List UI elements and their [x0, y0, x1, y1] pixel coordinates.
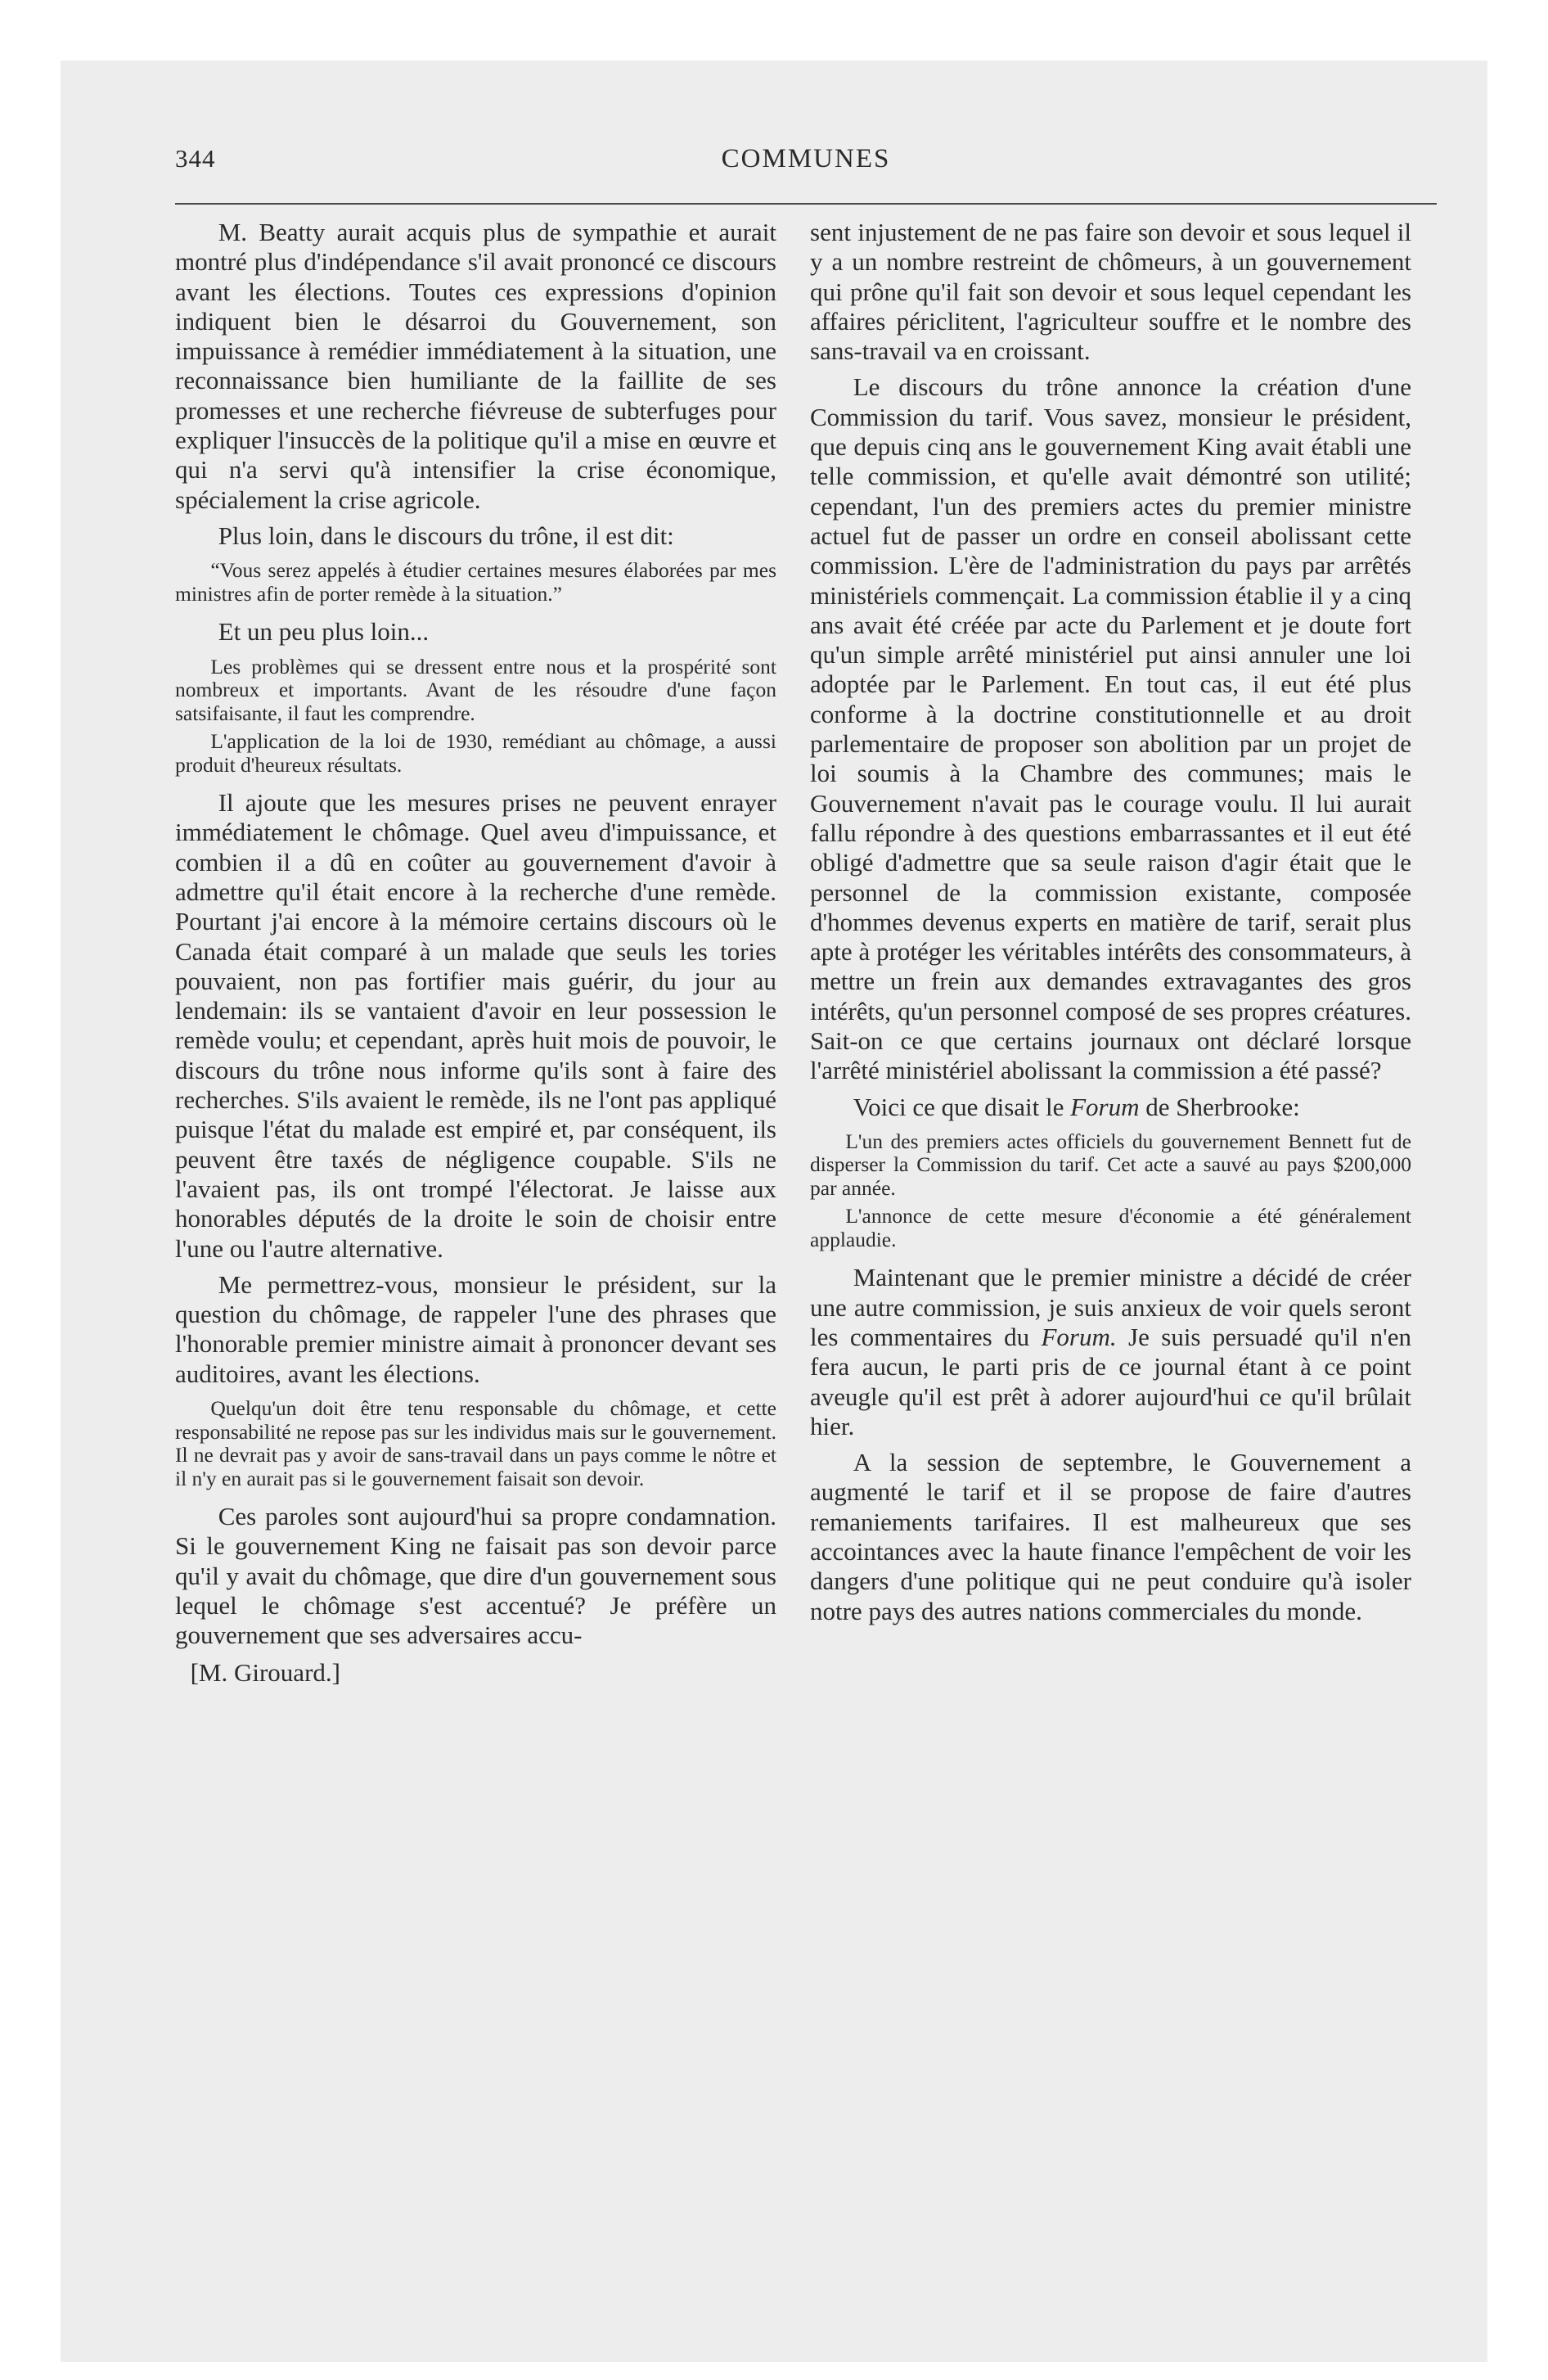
paragraph: Me permettrez-vous, monsieur le président, sur la question du chômage, de rappeler l'une des phrases que l'honorable premier ministre aimait à prononcer devant ses auditoires, avant les élections.: [175, 1269, 776, 1388]
running-head: COMMUNES: [721, 144, 891, 174]
paragraph: A la session de septembre, le Gouvernement a augmenté le tarif et il se propose de faire d'autres remaniements tarifaires. Il est malheureux que ses accointances avec la haute finance l'empêchent de voir les dangers d'une politique qui ne peut conduire qu'à isoler notre pays des autres nations commerciales du monde.: [810, 1448, 1411, 1625]
paragraph: [810, 1263, 1411, 1441]
quote-paragraph: Les problèmes qui se dressent entre nous et la prospérité sont nombreux et importants. Avant de les résoudre d'une façon satsifaisante, il faut les comprendre.: [175, 654, 776, 725]
paragraph: Et un peu plus loin...: [218, 617, 430, 647]
paragraph: Ces paroles sont aujourd'hui sa propre condamnation. Si le gouvernement King ne faisait pas son devoir parce qu'il y avait du chômage, que dire d'un gouvernement sous lequel le chômage s'est accentué? Je préfère un gouvernement que ses adversaires accu-: [175, 1502, 776, 1650]
text-run: Voici ce que disait le: [853, 1092, 1071, 1121]
text-run: de Sherbrooke:: [1139, 1092, 1300, 1121]
paragraph: [810, 1093, 1411, 1122]
block-quote: [810, 1130, 1411, 1252]
quote-paragraph: L'application de la loi de 1930, remédiant au chômage, a aussi produit d'heureux résultats.: [175, 729, 776, 777]
quote-paragraph: L'annonce de cette mesure d'économie a été généralement applaudie.: [810, 1204, 1411, 1251]
speaker-attribution: [M. Girouard.]: [190, 1658, 340, 1688]
quote-paragraph: Quelqu'un doit être tenu responsable du chômage, et cette responsabilité ne repose pas sur les individus mais sur le gouvernement. Il ne devrait pas y avoir de sans-travail dans un pays comme le nôtre et il n'y en aurait pas si le gouvernement faisait son devoir.: [175, 1396, 776, 1490]
text-run: Maintenant que le premier ministre a décidé de créer une autre commission, je suis anxieux de voir quels seront les commentaires du: [810, 1263, 1411, 1351]
text-run: Je suis persuadé qu'il n'en fera aucun, le parti pris de ce journal étant à ce point aveugle qu'il est prêt à adorer aujourd'hui ce qu'il brûlait hier.: [810, 1323, 1411, 1440]
publication-title: Forum: [1070, 1092, 1140, 1121]
block-quote: [175, 559, 776, 606]
paragraph: M. Beatty aurait acquis plus de sympathie et aurait montré plus d'indépendance s'il avait prononcé ce discours avant les élections. Toutes ces expressions d'opinion indiquent bien le désarroi du Gouvernement, son impuissance à remédier immédiatement à la situation, une reconnaissance bien humiliante de la faillite de ses promesses et une recherche fiévreuse de subterfuges pour expliquer l'insuccès de la politique qu'il a mise en œuvre et qui n'a servi qu'à intensifier la crise économique, spécialement la crise agricole.: [175, 218, 776, 514]
block-quote: [175, 656, 776, 778]
header-rule: [175, 203, 1437, 205]
paragraph: sent injustement de ne pas faire son devoir et sous lequel il y a un nombre restreint de chômeurs, à un gouvernement qui prône qu'il fait son devoir et sous lequel cependant les affaires périclitent, l'agriculteur souffre et le nombre des sans-travail va en croissant.: [810, 218, 1411, 366]
right-column: [810, 218, 1411, 1633]
paragraph: Plus loin, dans le discours du trône, il est dit:: [218, 521, 674, 550]
paragraph: Il ajoute que les mesures prises ne peuvent enrayer immédiatement le chômage. Quel aveu d'impuissance, et combien il a dû en coûter au gouvernement d'avoir à admettre qu'il était encore à la recherche d'une remède. Pourtant j'ai encore à la mémoire certains discours où le Canada était comparé à un malade que seuls les tories pouvaient, non pas fortifier mais guérir, du jour au lendemain: ils se vantaient d'avoir en leur possession le remède voulu; et cependant, après huit mois de pouvoir, le discours du trône nous informe qu'ils sont à faire des recherches. S'ils avaient le remède, ils ne l'ont pas appliqué puisque l'état du malade est empiré et, par conséquent, ils peuvent être taxés de négligence coupable. S'ils ne l'avaient pas, ils ont trompé l'électorat. Je laisse aux honorables députés de la droite le soin de choisir entre l'une ou l'autre alternative.: [175, 788, 776, 1263]
quote-paragraph: “Vous serez appelés à étudier certaines mesures élaborées par mes ministres afin de porter remède à la situation.”: [175, 558, 776, 606]
block-quote: [175, 1397, 776, 1490]
quote-paragraph: L'un des premiers actes officiels du gouvernement Bennett fut de disperser la Commission du tarif. Cet acte a sauvé au pays $200,000 par année.: [810, 1129, 1411, 1200]
page-header: [175, 144, 1437, 185]
publication-title: Forum.: [1041, 1323, 1117, 1351]
paragraph: Le discours du trône annonce la création d'une Commission du tarif. Vous savez, monsieur le président, que depuis cinq ans le gouvernement King avait établi une telle commission, et qu'elle avait démontré son utilité; cependant, l'un des premiers actes du premier ministre actuel fut de passer un ordre en conseil abolissant cette commission. L'ère de l'administration du pays par arrêtés ministériels commençait. La commission établie il y a cinq ans avait été créée par acte du Parlement et je doute fort qu'un simple arrêté ministériel put ainsi annuler une loi adoptée par le Parlement. En tout cas, il eut été plus conforme à la doctrine constitutionnelle et au droit parlementaire de proposer son abolition par un projet de loi soumis à la Chambre des communes; mais le Gouvernement n'avait pas le courage voulu. Il lui aurait fallu répondre à des questions embarrassantes et il eut été obligé d'admettre que sa seule raison d'agir était que le personnel de la commission existante, composée d'hommes devenus experts en matière de tarif, serait plus apte à protéger les véritables intérêts des consommateurs, à mettre un frein aux demandes extravagantes des gros intérêts, qu'un personnel composé de ses propres créatures. Sait-on ce que certains journaux ont déclaré lorsque l'arrêté ministériel abolissant la commission a été passé?: [810, 372, 1411, 1085]
left-column: [175, 218, 776, 1695]
page-number: 344: [175, 144, 216, 173]
